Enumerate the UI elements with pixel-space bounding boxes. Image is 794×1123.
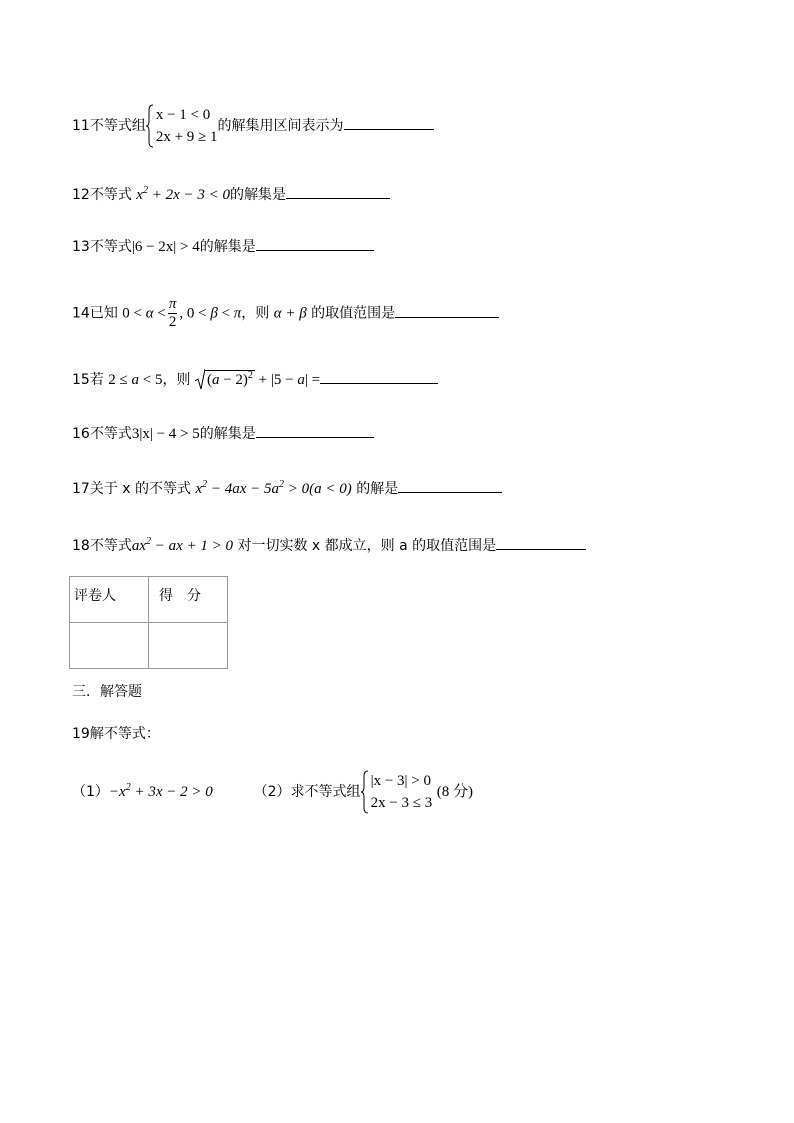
q19-part2-system — [361, 770, 433, 814]
q14-expr-b: , 0 < β < π — [179, 305, 242, 322]
q15-label: 15若 — [72, 372, 104, 388]
q19-part1-label: （1） — [72, 784, 109, 800]
q11-line1: x − 1 < 0 — [155, 107, 211, 123]
q13-expression: |6 − 2x| > 4 — [131, 239, 200, 255]
question-14: 14已知 0 < α < $\frac{\pi}{2}$ , 0 < β < π，则 α + β 的取值范围是 — [72, 296, 499, 331]
q11-label: 11不等式组 — [72, 118, 146, 134]
question-19-label: 19解不等式： — [72, 726, 160, 742]
score-header: 得 分 — [149, 577, 228, 623]
q12-expression: $x^2 + 2x - 3 < 0$ — [136, 185, 230, 203]
q14-expr-a: 0 < α < — [122, 305, 166, 322]
q11-line2: 2x + 9 ≥ 1 — [155, 129, 218, 145]
question-16 — [72, 423, 374, 443]
q19-part2-label: （2）求不等式组 — [253, 784, 361, 800]
grader-cell[interactable] — [70, 623, 149, 669]
q12-label: 12不等式 — [72, 187, 132, 203]
q11-answer-blank[interactable] — [344, 115, 434, 130]
q15-sqrt — [195, 370, 255, 389]
q15-answer-blank[interactable] — [320, 369, 438, 384]
q13-suffix: 的解集是 — [199, 239, 256, 255]
q17-suffix: 的解是 — [356, 481, 399, 497]
question-13 — [72, 236, 374, 256]
q14-suffix: 的取值范围是 — [311, 305, 396, 322]
question-17 — [72, 478, 502, 498]
q14-fraction — [168, 296, 178, 331]
q19-points: (8 分) — [436, 784, 473, 800]
q18-answer-blank[interactable] — [496, 535, 586, 550]
radical-icon — [195, 368, 205, 390]
q11-system — [146, 104, 218, 148]
q19-part2-line2: 2x − 3 ≤ 3 — [370, 795, 433, 811]
q11-suffix: 的解集用区间表示为 — [217, 118, 344, 134]
brace-icon — [361, 770, 369, 814]
brace-icon — [146, 104, 154, 148]
score-table-entry-row — [70, 623, 228, 669]
q12-suffix: 的解集是 — [229, 187, 286, 203]
q13-answer-blank[interactable] — [256, 236, 374, 251]
question-19-parts — [72, 770, 473, 814]
question-18 — [72, 535, 586, 555]
score-table-header-row — [70, 577, 228, 623]
q18-suffix: 对一切实数 x 都成立，则 a 的取值范围是 — [237, 538, 497, 554]
q16-suffix: 的解集是 — [199, 426, 256, 442]
q14-frac-num: π — [168, 296, 177, 312]
q15-radicand: $(a - 2)^2$ — [206, 370, 253, 388]
q18-expression: $ax^2$ − ax + 1 > 0 — [131, 536, 234, 554]
q14-alpha-beta: α + β — [273, 305, 307, 322]
q14-frac-den: 2 — [168, 314, 177, 330]
q17-label: 17关于 x 的不等式 — [72, 481, 191, 497]
question-12 — [72, 184, 390, 204]
q17-answer-blank[interactable] — [398, 478, 502, 493]
q15-condition: 2 ≤ a < 5 — [108, 372, 163, 388]
grader-header: 评卷人 — [70, 577, 149, 623]
q19-part2-line1: |x − 3| > 0 — [370, 773, 431, 789]
q17-expression: $x^2 - 4ax - 5a^2 > 0(a < 0)$ — [195, 479, 352, 497]
q14-answer-blank[interactable] — [395, 303, 499, 318]
section-title: 三．解答题 — [72, 684, 142, 700]
q18-label: 18不等式 — [72, 538, 132, 554]
q13-label: 13不等式 — [72, 239, 132, 255]
q16-expression: 3|x| − 4 > 5 — [131, 426, 200, 442]
q12-answer-blank[interactable] — [286, 184, 390, 199]
question-11 — [72, 104, 434, 148]
q16-answer-blank[interactable] — [256, 423, 374, 438]
q15-rest: + |5 − a| = — [254, 372, 321, 388]
q19-part1-expression: $-x^2 + 3x - 2 > 0$ — [108, 782, 213, 800]
q16-label: 16不等式 — [72, 426, 132, 442]
score-table — [69, 576, 228, 669]
q14-label: 14已知 — [72, 305, 118, 322]
score-cell[interactable] — [149, 623, 228, 669]
question-15: 15若 2 ≤ a < 5，则 $(a - 2)^2 + |5 - a|$ = — [72, 369, 438, 389]
